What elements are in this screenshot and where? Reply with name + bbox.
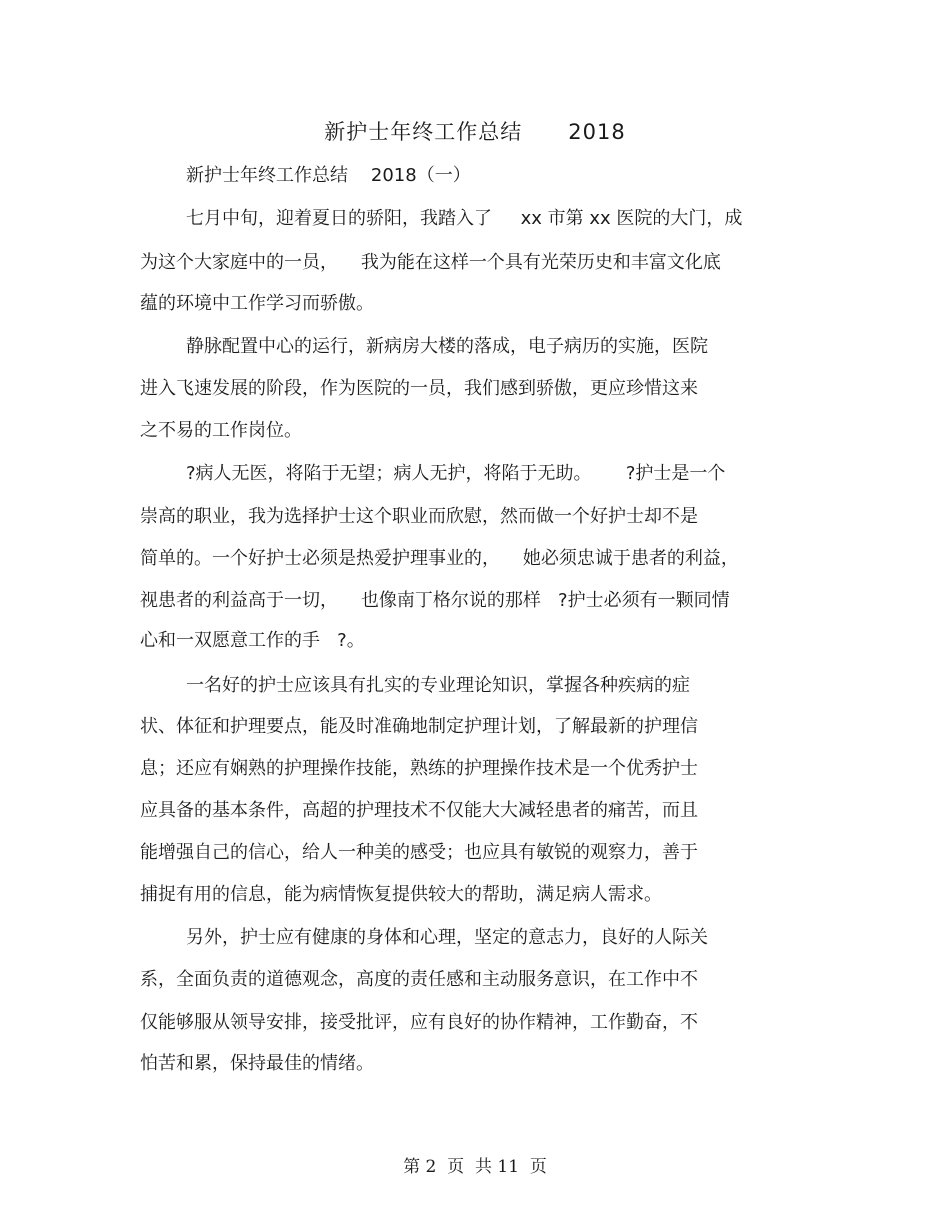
paragraph-1-line-1: 七月中旬，迎着夏日的骄阳，我踏入了 xx 市第 xx 医院的大门，成	[186, 208, 743, 229]
paragraph-4-line-5: 能增强自己的信心，给人一种美的感受；也应具有敏锐的观察力，善于	[140, 842, 698, 863]
paragraph-2-line-3: 之不易的工作岗位。	[140, 420, 302, 441]
paragraph-1-line-3: 蕴的环境中工作学习而骄傲。	[140, 293, 374, 314]
paragraph-4-line-1: 一名好的护士应该具有扎实的专业理论知识，掌握各种疾病的症	[186, 675, 690, 696]
paragraph-5-line-3: 仅能够服从领导安排，接受批评，应有良好的协作精神，工作勤奋，不	[140, 1012, 698, 1033]
paragraph-3-line-3: 简单的。一个好护士必须是热爱护理事业的， 她必须忠诚于患者的利益，	[140, 548, 739, 569]
document-title: 新护士年终工作总结 2018	[324, 120, 626, 144]
paragraph-4-line-2: 状、体征和护理要点，能及时准确地制定护理计划，了解最新的护理信	[140, 716, 698, 737]
paragraph-4-line-6: 捕捉有用的信息，能为病情恢复提供较大的帮助，满足病人需求。	[140, 884, 662, 905]
paragraph-5-line-2: 系，全面负责的道德观念，高度的责任感和主动服务意识，在工作中不	[140, 969, 698, 990]
paragraph-3-line-2: 崇高的职业，我为选择护士这个职业而欣慰，然而做一个好护士却不是	[140, 506, 698, 527]
paragraph-3-line-5: 心和一双愿意工作的手 ?。	[140, 630, 365, 651]
paragraph-4-line-4: 应具备的基本条件，高超的护理技术不仅能大大减轻患者的痛苦，而且	[140, 800, 698, 821]
paragraph-2-line-2: 进入飞速发展的阶段，作为医院的一员，我们感到骄傲，更应珍惜这来	[140, 378, 698, 399]
paragraph-5-line-1: 另外，护士应有健康的身体和心理，坚定的意志力，良好的人际关	[186, 927, 708, 948]
paragraph-3-line-1: ?病人无医，将陷于无望；病人无护，将陷于无助。 ?护士是一个	[186, 463, 726, 484]
paragraph-3-line-4: 视患者的利益高于一切， 也像南丁格尔说的那样 ?护士必须有一颗同情	[140, 590, 730, 611]
paragraph-4-line-3: 息；还应有娴熟的护理操作技能，熟练的护理操作技术是一个优秀护士	[140, 758, 698, 779]
page-footer: 第 2 页 共 11 页	[403, 1157, 547, 1177]
paragraph-1-line-2: 为这个大家庭中的一员， 我为能在这样一个具有光荣历史和丰富文化底	[140, 252, 721, 273]
paragraph-5-line-4: 怕苦和累，保持最佳的情绪。	[140, 1053, 374, 1074]
paragraph-2-line-1: 静脉配置中心的运行，新病房大楼的落成，电子病历的实施，医院	[186, 336, 708, 357]
document-subtitle: 新护士年终工作总结 2018（一）	[186, 165, 471, 186]
